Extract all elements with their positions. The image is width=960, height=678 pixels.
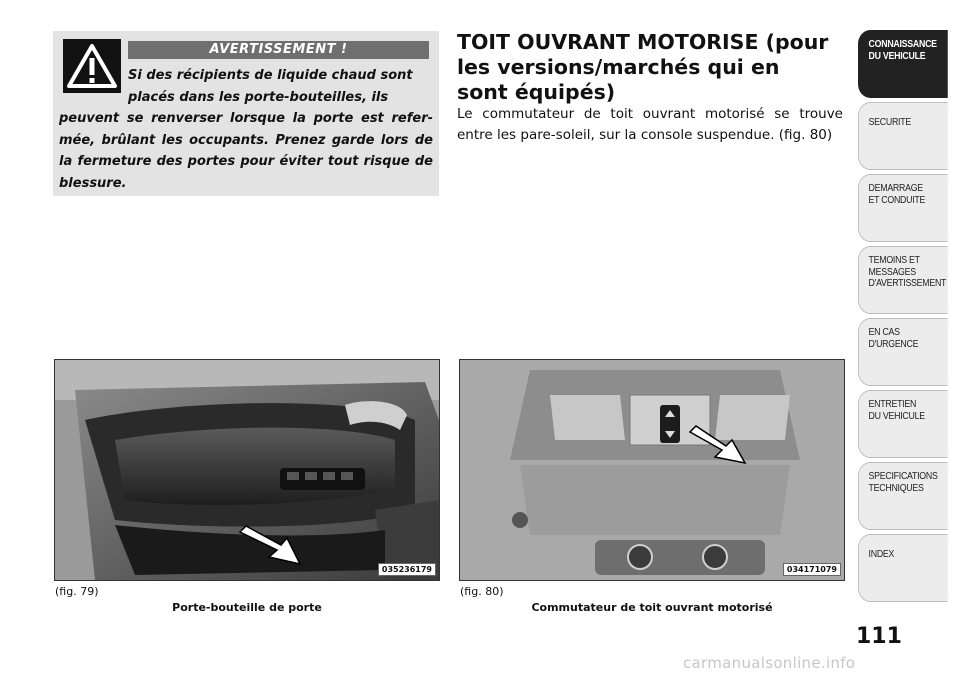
- tab-demarrage-et-conduite[interactable]: DEMARRAGE ET CONDUITE: [858, 174, 948, 242]
- door-panel-illustration: [55, 360, 439, 580]
- tab-securite[interactable]: SECURITE: [858, 102, 948, 170]
- figure-caption: Commutateur de toit ouvrant motorisé: [531, 601, 773, 614]
- watermark: carmanualsonline.info: [683, 654, 856, 672]
- overhead-console-illustration: [460, 360, 844, 580]
- warning-title: AVERTISSEMENT !: [128, 41, 429, 59]
- tab-entretien-du-vehicule[interactable]: ENTRETIEN DU VEHICULE: [858, 390, 948, 458]
- tab-temoins-et-messages[interactable]: TEMOINS ET MESSAGES D'AVERTISSEMENT: [858, 246, 948, 314]
- figure-code: 034171079: [783, 563, 841, 576]
- warning-box: [53, 31, 439, 196]
- figure-code: 035236179: [378, 563, 436, 576]
- warning-line-1: Si des récipients de liquide chaud sont: [128, 68, 413, 83]
- section-body: Le commutateur de toit ouvrant motorisé se trouve entre les pare-soleil, sur la console suspendue. (fig. 80): [457, 106, 843, 143]
- warning-text: [59, 65, 433, 194]
- figure-number: (fig. 79): [55, 585, 99, 598]
- section-title: TOIT OUVRANT MOTORISE (pour les versions/marchés qui en sont équipés): [457, 30, 829, 104]
- figure-door-bottle-holder: [54, 359, 440, 581]
- page-number: 111: [856, 624, 902, 649]
- figure-number: (fig. 80): [460, 585, 504, 598]
- warning-line-2: placés dans les porte-bouteilles, ils: [128, 89, 389, 105]
- figure-caption: Porte-bouteille de porte: [172, 601, 322, 614]
- tab-index[interactable]: INDEX: [858, 534, 948, 602]
- tab-en-cas-d-urgence[interactable]: EN CAS D'URGENCE: [858, 318, 948, 386]
- tab-connaissance-du-vehicule[interactable]: CONNAISSANCE DU VEHICULE: [858, 30, 948, 98]
- figure-sunroof-switch: [459, 359, 845, 581]
- tab-specifications-techniques[interactable]: SPECIFICATIONS TECHNIQUES: [858, 462, 948, 530]
- warning-rest: peuvent se renverser lorsque la porte est refer- mée, brûlant les occupants. Prenez garde lors de la fermeture des portes pour éviter tout risque de blessure.: [59, 111, 433, 191]
